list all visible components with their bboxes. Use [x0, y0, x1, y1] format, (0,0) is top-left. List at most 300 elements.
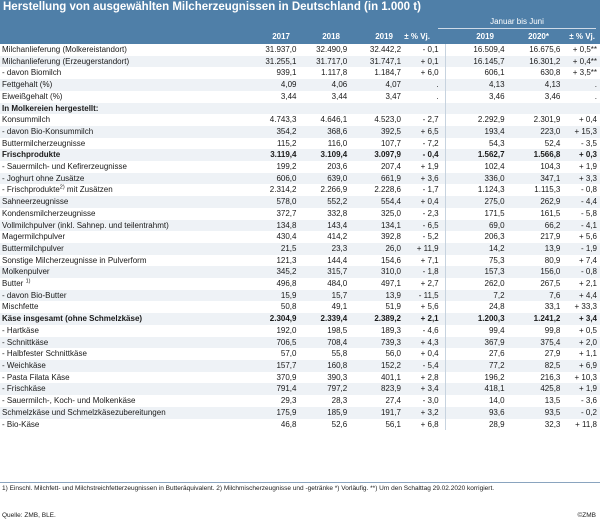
- value-h1-2019: 367,9: [445, 337, 507, 349]
- value-h1-2020: [508, 103, 564, 115]
- table-row: [0, 337, 600, 349]
- value-2019: 392,5: [350, 126, 404, 138]
- value-2019: 107,7: [380, 138, 402, 148]
- row-label: - Pasta Filata Käse: [2, 372, 70, 382]
- change-yoy: .: [436, 91, 439, 101]
- col-header-change: ± % Vj.: [404, 32, 430, 41]
- change-yoy: + 3,4: [404, 383, 445, 395]
- row-label: Frischprodukte: [0, 149, 249, 161]
- value-2018: 414,2: [327, 232, 348, 242]
- change-h1-yoy: + 6,9: [563, 360, 600, 372]
- value-2017: 2.314,2: [269, 185, 297, 195]
- value-h1-2019: 102,4: [445, 161, 507, 173]
- table-row: [0, 372, 600, 384]
- value-h1-2019: 75,3: [445, 255, 507, 267]
- value-h1-2019: 93,6: [445, 407, 507, 419]
- value-2017: 175,9: [249, 407, 300, 419]
- value-2019: 134,1: [350, 220, 404, 232]
- row-label: Mischfette: [2, 302, 39, 312]
- value-h1-2020: 223,0: [508, 126, 564, 138]
- value-h1-2019: 262,0: [445, 278, 507, 290]
- col-header-h1-2019: 2019: [476, 32, 494, 41]
- value-h1-2019: 24,8: [445, 301, 507, 313]
- table-header: [0, 15, 600, 44]
- value-2019: 189,3: [380, 325, 402, 335]
- change-h1-yoy: + 0,5: [578, 325, 597, 335]
- change-h1-yoy: + 7,4: [578, 255, 597, 265]
- table-row: [0, 126, 600, 138]
- value-h1-2019: 69,0: [445, 220, 507, 232]
- data-table: [0, 44, 600, 430]
- change-h1-yoy: - 0,8: [563, 266, 600, 278]
- table-row: [0, 313, 600, 325]
- col-header-h1-change: ± % Vj.: [569, 32, 595, 41]
- value-h1-2019: 196,2: [445, 372, 507, 384]
- table-row: [0, 255, 600, 267]
- value-h1-2020: 216,3: [540, 372, 561, 382]
- change-h1-yoy: - 0,8: [580, 185, 597, 195]
- change-h1-yoy: + 33,3: [574, 302, 597, 312]
- value-h1-2019: 4,13: [445, 79, 507, 91]
- value-2018: 639,0: [299, 173, 350, 185]
- row-label: - davon Bio-Konsummilch: [0, 126, 249, 138]
- value-2019: 32.442,2: [369, 45, 402, 54]
- value-2019: 4,07: [350, 79, 404, 91]
- value-2019: 191,7: [350, 407, 404, 419]
- row-label: Buttermilchpulver: [0, 243, 249, 255]
- row-label: - Weichkäse: [0, 360, 249, 372]
- value-h1-2019: 1.200,3: [445, 313, 507, 325]
- value-2019: 207,4: [380, 162, 402, 172]
- footer-divider: [0, 482, 600, 483]
- value-2017: 57,0: [280, 349, 297, 359]
- value-h1-2020: 16.675,6: [529, 45, 561, 54]
- value-h1-2020: 4,13: [508, 79, 564, 91]
- value-2018: 552,2: [299, 196, 350, 208]
- table-row: [0, 383, 600, 395]
- value-2018: 1.117,8: [321, 68, 348, 78]
- row-label: Fettgehalt (%): [0, 79, 249, 91]
- value-2018: 15,7: [299, 290, 350, 302]
- value-2017: 31.937,0: [265, 45, 297, 54]
- value-2018: 2.266,9: [320, 185, 348, 195]
- change-yoy: + 6,8: [420, 419, 439, 429]
- value-2019: 823,9: [350, 383, 404, 395]
- value-h1-2019: 206,3: [445, 231, 507, 243]
- value-h1-2019: 275,0: [445, 196, 507, 208]
- value-2019: 497,1: [380, 279, 402, 289]
- value-h1-2020: 375,4: [508, 337, 564, 349]
- value-h1-2019: 16.509,4: [445, 44, 507, 56]
- change-yoy: - 5,2: [422, 232, 439, 242]
- table-row: [0, 231, 600, 243]
- value-h1-2019: 171,5: [445, 208, 507, 220]
- table-row: [0, 44, 600, 56]
- value-h1-2020: 27,9: [544, 349, 561, 359]
- change-yoy: - 2,7: [422, 115, 439, 125]
- value-h1-2020: 16.301,2: [508, 56, 564, 68]
- col-header-2017: 2017: [272, 32, 290, 41]
- value-2019: 3,47: [385, 91, 402, 101]
- change-yoy: + 0,4: [404, 196, 445, 208]
- value-2019: 4.523,0: [374, 115, 402, 125]
- value-h1-2019: 28,9: [445, 419, 507, 431]
- table-row: [0, 278, 600, 290]
- table-row: [0, 407, 600, 419]
- value-2018: 160,8: [299, 360, 350, 372]
- value-2017: 4,09: [249, 79, 300, 91]
- change-h1-yoy: + 0,5**: [572, 45, 597, 54]
- change-h1-yoy: .: [594, 91, 597, 101]
- change-yoy: + 0,1: [404, 56, 445, 68]
- row-label: - Frischkäse: [0, 383, 249, 395]
- value-h1-2020: 32,3: [544, 419, 561, 429]
- value-2018: 144,4: [327, 255, 348, 265]
- value-2017: 496,8: [276, 279, 297, 289]
- row-label: Milchanlieferung (Erzeugerstandort): [0, 56, 249, 68]
- row-label: - Schnittkäse: [0, 337, 249, 349]
- value-2018: 31.717,0: [299, 56, 350, 68]
- change-h1-yoy: + 2,0: [563, 337, 600, 349]
- value-h1-2019: 606,1: [445, 67, 507, 79]
- value-h1-2019: [445, 103, 507, 115]
- table-row: [0, 103, 600, 115]
- change-yoy: - 6,5: [404, 220, 445, 232]
- change-h1-yoy: + 3,4: [563, 313, 600, 325]
- table-row: [0, 325, 600, 337]
- value-h1-2019: 7,2: [445, 290, 507, 302]
- value-2017: 134,8: [249, 220, 300, 232]
- value-2019: 152,2: [350, 360, 404, 372]
- row-label: Sahneerzeugnisse: [0, 196, 249, 208]
- change-yoy: + 11,9: [404, 243, 445, 255]
- value-2018: 315,7: [299, 266, 350, 278]
- value-2018: 332,8: [327, 208, 348, 218]
- column-header-row: [0, 31, 600, 43]
- change-yoy: + 2,7: [420, 279, 439, 289]
- col-header-h1-2020: 2020*: [528, 32, 549, 41]
- value-2018: 3,44: [331, 91, 348, 101]
- value-2018: 185,9: [299, 407, 350, 419]
- value-h1-2019: 2.292,9: [445, 114, 507, 126]
- change-h1-yoy: - 1,9: [563, 243, 600, 255]
- row-label: Buttermilcherzeugnisse: [2, 138, 86, 148]
- row-label: - Bio-Käse: [2, 419, 40, 429]
- value-2019: [350, 103, 404, 115]
- change-h1-yoy: + 5,6: [578, 232, 597, 242]
- table-row: [0, 173, 600, 185]
- value-h1-2020: 82,5: [508, 360, 564, 372]
- value-2017: 354,2: [249, 126, 300, 138]
- value-2018: 484,0: [327, 279, 348, 289]
- value-2019: 13,9: [350, 290, 404, 302]
- row-label: Käse insgesamt (ohne Schmelzkäse): [0, 313, 249, 325]
- row-label: Schmelzkäse und Schmelzkäsezubereitungen: [0, 407, 249, 419]
- value-h1-2020: 3,46: [544, 91, 561, 101]
- change-yoy: - 2,3: [422, 208, 439, 218]
- value-h1-2019: 157,3: [445, 266, 507, 278]
- value-2019: 51,9: [385, 302, 402, 312]
- change-h1-yoy: + 4,4: [563, 290, 600, 302]
- value-2019: 31.747,1: [350, 56, 404, 68]
- value-2019: 401,1: [380, 372, 402, 382]
- value-h1-2020: 630,8: [540, 68, 561, 78]
- row-label: Vollmilchpulver (inkl. Sahnep. und teilentrahmt): [0, 220, 249, 232]
- change-yoy: - 3,0: [422, 396, 439, 406]
- change-h1-yoy: - 4,4: [563, 196, 600, 208]
- value-2018: 2.339,4: [299, 313, 350, 325]
- change-h1-yoy: + 2,1: [578, 279, 597, 289]
- change-h1-yoy: - 5,8: [580, 208, 597, 218]
- row-label: - Halbfester Schnittkäse: [2, 349, 87, 359]
- value-2017: 199,2: [276, 162, 297, 172]
- value-2017: 3,44: [280, 91, 297, 101]
- table-row: [0, 161, 600, 173]
- row-label: Molkenpulver: [0, 266, 249, 278]
- col-header-2018: 2018: [322, 32, 340, 41]
- value-h1-2019: 418,1: [445, 383, 507, 395]
- value-h1-2020: 104,3: [540, 162, 561, 172]
- change-h1-yoy: + 3,3: [563, 173, 600, 185]
- table-row: [0, 138, 600, 150]
- value-2017: 157,7: [249, 360, 300, 372]
- value-2018: 3.109,4: [299, 149, 350, 161]
- row-label: Magermilchpulver: [2, 232, 66, 242]
- col-header-2019: 2019: [375, 32, 393, 41]
- value-h1-2020: 13,5: [544, 396, 561, 406]
- change-yoy: + 4,3: [404, 337, 445, 349]
- value-h1-2020: 99,8: [544, 325, 561, 335]
- row-label: - Frischprodukte$^{2)}$ mit Zusätzen: [2, 184, 113, 195]
- change-h1-yoy: - 4,1: [563, 220, 600, 232]
- change-h1-yoy: .: [563, 79, 600, 91]
- value-2017: 46,8: [280, 419, 297, 429]
- value-2017: 430,4: [276, 232, 297, 242]
- row-label: - Joghurt ohne Zusätze: [0, 173, 249, 185]
- value-h1-2020: 80,9: [544, 255, 561, 265]
- row-label: Konsummilch: [2, 115, 51, 125]
- change-yoy: + 3,6: [404, 173, 445, 185]
- value-2017: 192,0: [276, 325, 297, 335]
- value-2019: 554,4: [350, 196, 404, 208]
- change-yoy: - 0,1: [422, 45, 439, 54]
- value-h1-2019: 16.145,7: [445, 56, 507, 68]
- value-2019: 56,0: [385, 349, 402, 359]
- table-row: [0, 290, 600, 302]
- value-h1-2020: 1.566,8: [508, 149, 564, 161]
- change-h1-yoy: + 11,8: [575, 419, 597, 429]
- value-2018: 116,0: [327, 138, 348, 148]
- value-h1-2019: 1.562,7: [445, 149, 507, 161]
- change-yoy: + 0,4: [420, 349, 439, 359]
- value-2018: 28,3: [331, 396, 348, 406]
- table-row: [0, 196, 600, 208]
- value-h1-2020: 1.241,2: [508, 313, 564, 325]
- value-2018: 4,06: [299, 79, 350, 91]
- table-row: [0, 419, 600, 431]
- value-2018: 198,5: [327, 325, 348, 335]
- value-h1-2020: 347,1: [508, 173, 564, 185]
- value-2018: 55,8: [331, 349, 348, 359]
- value-h1-2020: 7,6: [508, 290, 564, 302]
- value-2017: 345,2: [249, 266, 300, 278]
- value-2018: [299, 103, 350, 115]
- change-h1-yoy: + 15,3: [563, 126, 600, 138]
- table-row: [0, 220, 600, 232]
- change-h1-yoy: + 10,3: [574, 372, 597, 382]
- value-h1-2019: 3,46: [445, 91, 507, 103]
- value-2019: 3.097,9: [350, 149, 404, 161]
- value-h1-2020: 262,9: [508, 196, 564, 208]
- value-2018: 203,6: [327, 162, 348, 172]
- value-2019: 392,8: [380, 232, 402, 242]
- footnote: 1) Einschl. Milchfett- und Milchstreichfetterzeugnissen in Butteräquivalent. 2) Milchmischerzeugnisse und -getränke *) Vorläufig. **) Um den Schalttag 29.02.2020 korrigiert.: [2, 485, 495, 492]
- row-label: Kondensmilcherzeugnisse: [2, 208, 96, 218]
- row-label: - davon Biomilch: [2, 68, 62, 78]
- value-2017: 578,0: [249, 196, 300, 208]
- value-2019: 661,9: [350, 173, 404, 185]
- value-2017: 115,2: [277, 138, 297, 148]
- value-h1-2019: 77,2: [445, 360, 507, 372]
- change-yoy: - 1,7: [422, 185, 439, 195]
- row-label: - Sauermilch-, Koch- und Molkenkäse: [2, 396, 136, 406]
- value-2017: 29,3: [280, 396, 297, 406]
- value-2019: 56,1: [385, 419, 402, 429]
- change-h1-yoy: - 3,5: [580, 138, 597, 148]
- table-row: [0, 348, 600, 360]
- row-label: - Sauermilch- und Kefirerzeugnisse: [2, 162, 127, 172]
- change-h1-yoy: + 0,3: [563, 149, 600, 161]
- change-yoy: - 11,5: [404, 290, 445, 302]
- value-2017: 50,8: [280, 302, 297, 312]
- value-2018: 49,1: [331, 302, 348, 312]
- table-title: Herstellung von ausgewählten Milcherzeugnissen in Deutschland (in 1.000 t): [0, 0, 600, 15]
- value-h1-2020: 33,1: [544, 302, 561, 312]
- value-2017: 606,0: [249, 173, 300, 185]
- change-yoy: + 6,0: [420, 68, 439, 78]
- value-2018: 52,6: [331, 419, 348, 429]
- value-2017: 372,7: [276, 208, 297, 218]
- period-group-label: Januar bis Juni: [438, 16, 596, 29]
- table-row: [0, 67, 600, 79]
- value-2018: 390,3: [327, 372, 348, 382]
- change-h1-yoy: - 0,2: [563, 407, 600, 419]
- value-2017: 121,3: [276, 255, 297, 265]
- value-2017: 2.304,9: [249, 313, 300, 325]
- copyright: ©ZMB: [577, 512, 596, 519]
- value-2017: 15,9: [249, 290, 300, 302]
- value-h1-2020: 161,5: [540, 208, 561, 218]
- value-h1-2019: 99,4: [445, 325, 507, 337]
- value-h1-2019: 193,4: [445, 126, 507, 138]
- value-2019: 325,0: [380, 208, 402, 218]
- change-yoy: + 1,9: [420, 162, 439, 172]
- value-2018: 4.646,1: [320, 115, 348, 125]
- value-h1-2019: 14,2: [445, 243, 507, 255]
- value-h1-2020: 156,0: [508, 266, 564, 278]
- table-row: [0, 91, 600, 103]
- change-yoy: + 5,6: [420, 302, 439, 312]
- footnote-marker: 2): [59, 184, 65, 191]
- value-2017: 21,5: [249, 243, 300, 255]
- change-h1-yoy: - 3,6: [580, 396, 597, 406]
- value-2019: 27,4: [385, 396, 402, 406]
- change-h1-yoy: [563, 103, 600, 115]
- value-h1-2020: 2.301,9: [533, 115, 561, 125]
- table-row: [0, 56, 600, 68]
- change-h1-yoy: + 1,9: [578, 162, 597, 172]
- value-2018: 143,4: [299, 220, 350, 232]
- value-2017: 3.119,4: [249, 149, 300, 161]
- value-2018: 23,3: [299, 243, 350, 255]
- value-h1-2020: 52,4: [544, 138, 561, 148]
- change-yoy: + 6,5: [404, 126, 445, 138]
- change-h1-yoy: + 0,4: [578, 115, 597, 125]
- value-2017: 706,5: [249, 337, 300, 349]
- row-label: Sonstige Milcherzeugnisse in Pulverform: [2, 255, 147, 265]
- row-label: - Hartkäse: [2, 325, 39, 335]
- table-row: [0, 395, 600, 407]
- value-2017: 4.743,3: [269, 115, 297, 125]
- value-h1-2020: 425,8: [508, 383, 564, 395]
- value-2019: 154,6: [380, 255, 402, 265]
- value-2019: 739,3: [350, 337, 404, 349]
- change-yoy: + 7,1: [420, 255, 439, 265]
- value-h1-2020: 217,9: [540, 232, 561, 242]
- change-yoy: - 0,4: [404, 149, 445, 161]
- value-2017: [249, 103, 300, 115]
- row-label: - davon Bio-Butter: [0, 290, 249, 302]
- table-row: [0, 79, 600, 91]
- value-h1-2019: 27,6: [445, 348, 507, 360]
- table-row: [0, 114, 600, 126]
- change-yoy: [404, 103, 445, 115]
- row-label: In Molkereien hergestellt:: [0, 103, 249, 115]
- row-label: Butter $^{1)}$: [2, 278, 31, 289]
- value-2017: 31.255,1: [249, 56, 300, 68]
- value-h1-2020: 1.115,3: [534, 185, 561, 195]
- value-h1-2019: 336,0: [445, 173, 507, 185]
- footnote-marker: 1): [25, 278, 31, 285]
- source-note: Quelle: ZMB, BLE.: [2, 512, 56, 519]
- value-2018: 708,4: [299, 337, 350, 349]
- value-2018: 32.490,9: [316, 45, 348, 54]
- value-h1-2020: 66,2: [508, 220, 564, 232]
- value-2019: 1.184,7: [374, 68, 402, 78]
- row-label: Milchanlieferung (Molkereistandort): [2, 45, 127, 54]
- value-h1-2019: 54,3: [445, 138, 507, 150]
- change-yoy: + 2,8: [420, 372, 439, 382]
- value-2019: 2.389,2: [350, 313, 404, 325]
- change-yoy: + 2,1: [404, 313, 445, 325]
- table-row: [0, 149, 600, 161]
- value-h1-2020: 13,9: [508, 243, 564, 255]
- row-label: Eiweißgehalt (%): [2, 91, 63, 101]
- change-h1-yoy: + 0,4**: [563, 56, 600, 68]
- value-2019: 2.228,6: [374, 185, 402, 195]
- change-h1-yoy: + 1,9: [563, 383, 600, 395]
- value-h1-2019: 14,0: [445, 395, 507, 407]
- value-2018: 797,2: [299, 383, 350, 395]
- value-2017: 939,1: [276, 68, 297, 78]
- value-h1-2020: 267,5: [540, 279, 561, 289]
- table-row: [0, 243, 600, 255]
- table-row: [0, 266, 600, 278]
- table-row: [0, 360, 600, 372]
- value-2018: 368,6: [299, 126, 350, 138]
- value-2019: 26,0: [350, 243, 404, 255]
- value-h1-2019: 1.124,3: [445, 184, 507, 196]
